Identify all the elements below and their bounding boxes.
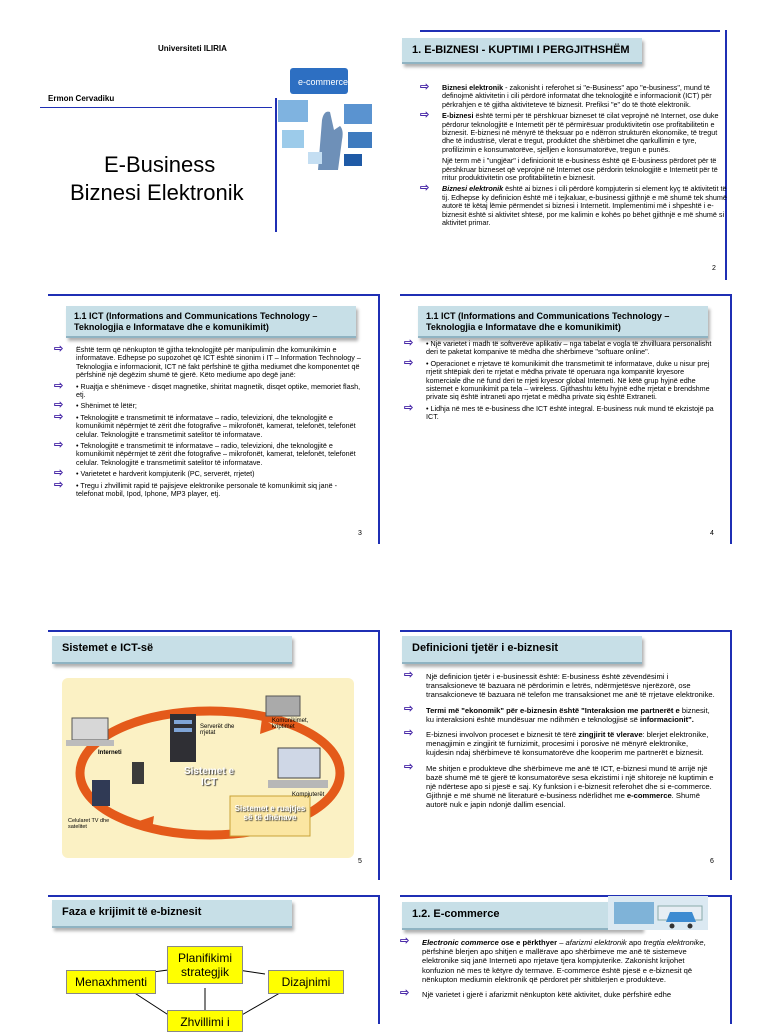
- diagram-label-storage: Sistemet e ruajtjes së të dhënave: [234, 804, 306, 822]
- list-item: ⇨ E-biznesi involvon proceset e biznesit të tërë zingjirit të vlerave: blerjet elektronike, menagjimin e zingjirit të furnizimit, procesimi i porosive në mënyrë elektronike, kujdesin ndaj shërbimeve të konsumatorëve dhe kooperim me partnerët e biznesit.: [404, 727, 709, 758]
- diagram-label-internet: Interneti: [98, 750, 122, 756]
- arrow-icon: ⇨: [420, 182, 430, 195]
- slide-3-topline: [48, 294, 378, 296]
- university-name: Universiteti ILIRIA: [158, 44, 227, 53]
- slide-5-topline: [48, 630, 378, 632]
- list-item: ⇨ • Teknologjitë e transmetimit të informatave – radio, televizioni, dhe teknologjitë e komunikimit nëpërmjet të zërit dhe fotografive – mikrofonët, kamerat, telefonët, telefonët celular. Teknologjitë e transmetimit satelitor të informatave.: [54, 410, 356, 439]
- list-item: ⇨ • Teknologjitë e transmetimit të informatave – radio, televizioni, dhe teknologjitë e komunikimit nëpërmjet të zërit dhe fotografive – mikrofonët, kamerat, telefonët, telefonët celular. Teknologjitë e transmetimit satelitor të informatave.: [54, 439, 356, 467]
- arrow-icon: ⇨: [404, 702, 414, 715]
- arrow-icon: ⇨: [404, 401, 414, 414]
- list-item: ⇨ Termi më "ekonomik" për e-biznesin është "Interaksion me partnerët e biznesit, ku interaksioni është mundësuar me ndihmën e teknologjisë së informacionit".: [404, 702, 710, 724]
- slide-3-vline: [378, 294, 380, 544]
- slide-3-bullets: [54, 343, 364, 502]
- list-item: ⇨ • Tregu i zhvillimit rapid të pajisjeve elektronike personale të komunikimit siq janë - telefonat mobil, Ipod, Iphone, MP3 player, etj.: [54, 478, 337, 499]
- phase-box-development: Zhvillimi i: [167, 1010, 243, 1032]
- slide-7-vline: [378, 895, 380, 1024]
- arrow-icon: ⇨: [404, 727, 414, 740]
- list-item: ⇨ Një varietet i gjerë i afarizmit nënkupton këtë aktivitet, duke përfshirë edhe: [400, 987, 672, 1000]
- author-name: Ermon Cervadiku: [48, 94, 115, 103]
- arrow-icon: ⇨: [404, 337, 414, 349]
- arrow-icon: ⇨: [54, 478, 64, 491]
- title-line-2: Biznesi Elektronik: [70, 180, 244, 205]
- arrow-icon: ⇨: [420, 81, 430, 93]
- arrow-icon: ⇨: [400, 935, 410, 947]
- list-item: ⇨ • Lidhja në mes të e-business dhe ICT është integral. E-business nuk mund të ekzistojë pa ICT.: [404, 401, 714, 422]
- phase-box-planning: Planifikimi strategjik: [167, 946, 243, 984]
- slide-4-vline: [730, 294, 732, 544]
- ict-systems-diagram: [62, 678, 354, 858]
- page-number: 3: [358, 530, 362, 537]
- slide-2-topline: [420, 30, 720, 32]
- ecommerce-hand-image: [278, 60, 374, 170]
- page-number: 2: [712, 265, 716, 272]
- slide-7-topline: [48, 895, 378, 897]
- slide-5-title: Sistemet e ICT-së: [52, 636, 292, 664]
- list-item: ⇨ • Operacionet e rrjetave të komunikimit dhe transmetimit të informatave, duke u nisur prej rrjetit shtëpiak deri te rrjetat e mëdha private të operuara nga kompanitë kryesore komerciale dhe në fund deri te rrjeti kryesor global Interneti. Në këtë grup hyjnë edhe sistemet e komunikimit pa tela – wireless. Gjithashtu këtu hyjnë edhe rrjetat e brendshme private siq është intraneti apo rrjetat e mëdha private siq është Extraneti.: [404, 356, 710, 402]
- arrow-icon: ⇨: [54, 467, 64, 480]
- arrow-icon: ⇨: [404, 356, 414, 369]
- arrow-icon: ⇨: [54, 439, 64, 452]
- list-item: ⇨ Është term që nënkupton të gjitha teknologjitë për manipulimin dhe komunikimin e informatave. Edhepse po supozohet që ICT është sinonim i IT – Information Technology – Teknologjia e informacionit, ICT në fakt përfshinë të gjitha mediumet dhe komponentet që përfshinë një degëzim shumë të gjerë. Këto mediume apo degë janë:: [54, 343, 361, 380]
- arrow-icon: ⇨: [400, 987, 410, 1000]
- page-number: 4: [710, 530, 714, 537]
- list-item: ⇨ • Një varietet i madh të softverëve aplikativ – nga tabelat e vogla të zhvilluara personalisht deri te paketat kompanive të mëdha dhe shërbimeve "softuare online".: [404, 337, 712, 357]
- slide-3-title: 1.1 ICT (Informations and Communications Technology – Teknologjia e Informatave dhe e komunikimit): [66, 306, 356, 338]
- list-item: ⇨ • Ruajtja e shënimeve - disqet magnetike, shiritat magnetik, disqet optike, memoriet flash, etj.: [54, 379, 361, 400]
- ecommerce-cart-image: [608, 892, 708, 932]
- arrow-icon: ⇨: [54, 343, 64, 355]
- phase-box-management: Menaxhmenti: [66, 970, 156, 994]
- page-number: 6: [710, 858, 714, 865]
- arrow-icon: ⇨: [404, 669, 414, 681]
- slide-8-vline: [730, 895, 732, 1024]
- badge-text: e-commerce: [298, 77, 349, 87]
- slide-5-vline: [378, 630, 380, 880]
- slide-8-title: 1.2. E-commerce: [402, 902, 642, 930]
- page-number: 5: [358, 858, 362, 865]
- diagram-label-computers: Kompjuterët: [292, 792, 325, 798]
- title-line-1: E-Business: [104, 152, 216, 177]
- slide-7-title: Faza e krijimit të e-biznesit: [52, 900, 292, 928]
- slide-6-bullets: [404, 669, 716, 814]
- slide-1: [40, 30, 380, 275]
- arrow-icon: ⇨: [404, 760, 414, 773]
- arrow-icon: ⇨: [54, 399, 64, 412]
- arrow-icon: ⇨: [54, 410, 64, 423]
- slide-2-title: 1. E-BIZNESI - KUPTIMI I PERGJITHSHËM: [402, 38, 642, 64]
- slide-1-hline: [40, 107, 272, 108]
- arrow-icon: ⇨: [420, 109, 430, 122]
- diagram-label-communications: Komunikimet, kriptimet: [272, 718, 309, 730]
- diagram-label-satellite: Celularet TV dhe satelitet: [68, 818, 110, 830]
- list-item: ⇨ • Shënimet të lëtër;: [54, 399, 137, 412]
- list-item: ⇨ E-biznesi është termi për të përshkruar bizneset të cilat veprojnë në Internet, ose duke përdorur teknologjitë e Internetit për të përmirësuar produktivitetin ose profitabilitetin e biznesit. E-biznesi në mënyrë të theksuar po e ndërron strukturën ekonomike, të tregut dhe të industrisë, vlerat e tregut, produktet dhe shërbimet dhe qarkullimin e tyre, profilizimin e konsumatorëve, sjelljen e konsumatorëve, tregun e punës.: [420, 109, 719, 154]
- list-item: ⇨ Biznesi elektronik - zakonisht i referohet si "e-Business" apo "e-business", mund të definojmë aktivitetin i cili përdorë informatat dhe teknologjitë e informacionit (ICT) për përkrahjen e të gjitha aktiviteteve të biznesit. Prefiksi "e" do të thotë elektronik.: [420, 81, 712, 109]
- diagram-center-label: Sistemet e ICT: [183, 766, 235, 788]
- list-item: Një term më i "ungjëar" i definicionit të e-business është që E-business përdoret për të përshkruar bizneset që veprojnë në Internet ose përdorin teknologjitë e Internetit për të rritur produktivitetin ose profitabilitetin e biznesit.: [442, 156, 718, 183]
- slide-6-vline: [730, 630, 732, 880]
- phase-box-design: Dizajnimi: [268, 970, 344, 994]
- arrow-icon: ⇨: [54, 379, 64, 392]
- list-item: ⇨ Një definicion tjetër i e-businessit është: E-business është zëvendësimi i transaksioneve të bazuara në përdorimin e letrës, ndërmjetësve njerëzorë, ose transakcioneve të bazuara në telefon me transaksionet me anë të rrjetave elektronike.: [404, 669, 715, 700]
- diagram-label-servers: Serverët dhe rrjetat: [200, 724, 235, 736]
- slide-6-topline: [400, 630, 730, 632]
- slide-8-bullets: [400, 935, 712, 1003]
- slide-2-bullets: [420, 81, 730, 231]
- slide-1-vline: [275, 98, 277, 232]
- slide-6-title: Definicioni tjetër i e-biznesit: [402, 636, 642, 664]
- list-item: ⇨ • Varietetet e hardverit kompjuterik (PC, serverët, rrjetet): [54, 467, 255, 480]
- list-item: ⇨ Biznesi elektronik është ai biznes i cili përdorë kompjuterin si element kyç të aktivitetit të tij. Edhepse ky definicion është më i tejkaluar, e-businessi gjithnjë e më shumë tek shumë autorë të këtaj lëmie përmendet si biznesi i Internetit. Implementimi më i shpeshtë i e-biznesit është si aktivitet shtesë, por me kalimin e kohës po bëhet gjithnjë e më shumë si aktivitet primar.: [420, 182, 727, 228]
- slide-4-topline: [400, 294, 730, 296]
- slide-4-bullets: [404, 337, 716, 425]
- list-item: ⇨ Electronic commerce ose e përkthyer – afarizmi elektronik apo tregtia elektronike, përfshinë blerjen apo shitjen e mallërave apo shërbimeve me anë të sistemeve elektronike siq janë Interneti apo rrjetave tjera kompjuterike. Zakonisht krijohet konfuzion në mes të këtyre dy termave. E-commerce është pjesë e e-biznesit që nënkupton mediumin elektronik që përdoret për shitblerjen e produkteve.: [400, 935, 706, 984]
- list-item: ⇨ Me shitjen e produkteve dhe shërbimeve me anë të ICT, e-biznesi mund të arrijë një bazë shumë më të gjerë të konsumatorëve sesa ekzistimi i një shitoreje në kuptimin e një ndërtese apo si pjesë e saj. Ky funksion i e-biznesit referohet dhe si e-commerce. Gjithnjë e më shumë në literaturë e-business ndërlidhet me e-commerce. Shumë autorë nuk e japin ndonjë dallim esencial.: [404, 760, 714, 810]
- slide-4-title: 1.1 ICT (Informations and Communications Technology – Teknologjia e Informatave dhe e komunikimit): [418, 306, 708, 338]
